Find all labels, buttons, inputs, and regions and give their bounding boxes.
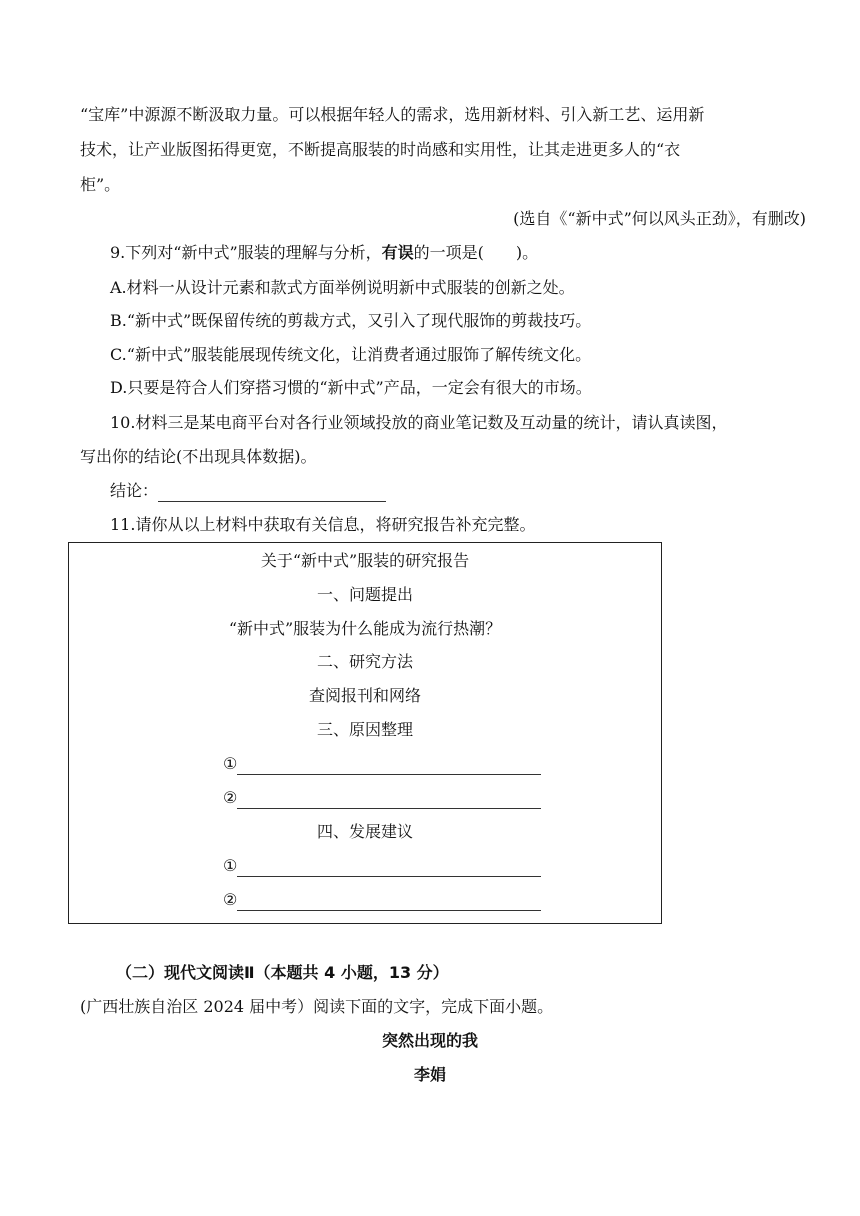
paragraph-line-3: 柜”。 xyxy=(80,175,121,194)
suggestion-mark-2: ② xyxy=(223,890,238,909)
q10-answer-row xyxy=(110,480,386,502)
q10-answer-blank[interactable] xyxy=(158,483,386,502)
q9-stem-emphasis: 有误 xyxy=(381,243,414,262)
source-note: (选自《“新中式”何以风头正劲》，有删改) xyxy=(513,209,806,228)
paragraph-line-2: 技术，让产业版图拓得更宽，不断提高服装的时尚感和实用性，让其走进更多人的“衣 xyxy=(80,140,681,159)
reason-row-2 xyxy=(223,787,541,809)
suggestion-row-1 xyxy=(223,855,541,877)
story-author: 李娟 xyxy=(413,1065,446,1084)
q9-option-c: C.“新中式”服装能展现传统文化，让消费者通过服饰了解传统文化。 xyxy=(110,345,592,364)
q9-stem-before: 9.下列对“新中式”服装的理解与分析， xyxy=(110,243,382,262)
q9-stem-after: 的一项是( )。 xyxy=(413,243,539,262)
suggestion-blank-2[interactable] xyxy=(237,892,541,911)
reason-row-1 xyxy=(223,753,541,775)
report-section-4: 四、发展建议 xyxy=(316,822,413,841)
report-question: “新中式”服装为什么能成为流行热潮？ xyxy=(228,619,502,638)
suggestion-mark-1: ① xyxy=(223,856,238,875)
q9-option-d: D.只要是符合人们穿搭习惯的“新中式”产品，一定会有很大的市场。 xyxy=(110,378,592,397)
report-method: 查阅报刊和网络 xyxy=(308,686,421,705)
reason-mark-1: ① xyxy=(223,754,238,773)
q9-option-b: B.“新中式”既保留传统的剪裁方式，又引入了现代服饰的剪裁技巧。 xyxy=(110,311,592,330)
q10-stem-line-1: 10.材料三是某电商平台对各行业领域投放的商业笔记数及互动量的统计，请认真读图， xyxy=(110,413,728,432)
report-section-2: 二、研究方法 xyxy=(316,652,413,671)
report-section-1: 一、问题提出 xyxy=(316,585,413,604)
q10-answer-label: 结论： xyxy=(110,481,159,500)
report-section-3: 三、原因整理 xyxy=(316,720,413,739)
q11-stem: 11.请你从以上材料中获取有关信息，将研究报告补充完整。 xyxy=(110,515,536,534)
suggestion-blank-1[interactable] xyxy=(237,858,541,877)
reason-blank-2[interactable] xyxy=(237,790,541,809)
reason-mark-2: ② xyxy=(223,788,238,807)
part2-heading: （二）现代文阅读Ⅱ（本题共 4 小题，13 分） xyxy=(116,963,449,982)
research-report-box xyxy=(68,542,662,924)
part2-instruction: (广西壮族自治区 2024 届中考）阅读下面的文字，完成下面小题。 xyxy=(80,997,554,1016)
q9-option-a: A.材料一从设计元素和款式方面举例说明新中式服装的创新之处。 xyxy=(110,278,575,297)
q10-stem-line-2: 写出你的结论(不出现具体数据)。 xyxy=(80,447,317,466)
paragraph-line-1: “宝库”中源源不断汲取力量。可以根据年轻人的需求，选用新材料、引入新工艺、运用新 xyxy=(80,105,705,124)
reason-blank-1[interactable] xyxy=(237,756,541,775)
report-title: 关于“新中式”服装的研究报告 xyxy=(260,551,470,570)
story-title: 突然出现的我 xyxy=(381,1031,478,1050)
q9-stem xyxy=(110,242,538,264)
suggestion-row-2 xyxy=(223,889,541,911)
